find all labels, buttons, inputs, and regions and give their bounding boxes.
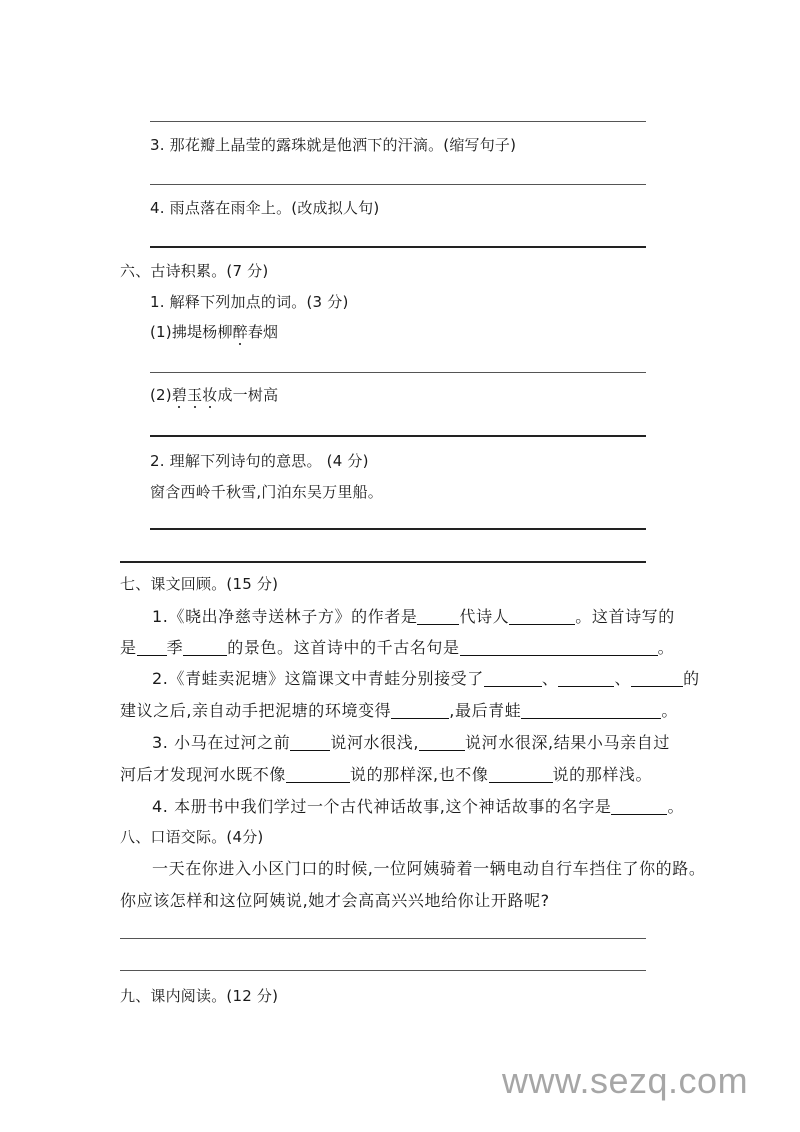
item-text: 春烟 [247, 323, 279, 341]
text: 说的那样浅。 [552, 765, 653, 784]
dotted-word: 碧 [171, 386, 188, 404]
text: 季 [166, 638, 184, 657]
question-5-4: 4. 雨点落在雨伞上。(改成拟人句) [150, 199, 380, 217]
text: 。 [661, 701, 678, 720]
section-8-heading: 八、口语交际。(4分) [120, 828, 264, 846]
watermark: www.sezq.com [502, 1060, 749, 1101]
text: 说河水很深,结果小马亲自过 [465, 733, 670, 752]
dotted-word: 玉 [187, 386, 203, 404]
question-6-1-item-1 [150, 322, 278, 342]
section-8-paragraph-2: 你应该怎样和这位阿姨说,她才会高高兴兴地给你让开路呢? [120, 891, 550, 910]
text: 代诗人 [459, 607, 510, 626]
answer-line[interactable] [120, 938, 646, 939]
answer-line[interactable] [150, 121, 646, 122]
answer-line[interactable] [150, 184, 646, 185]
question-7-2-line-a [152, 668, 700, 690]
text: 、 [614, 669, 632, 688]
dotted-word: 妆 [202, 386, 218, 404]
question-6-1-item-2 [150, 385, 278, 405]
fill-blank[interactable] [611, 796, 667, 815]
fill-blank[interactable] [137, 637, 167, 656]
section-8-paragraph-1: 一天在你进入小区门口的时候,一位阿姨骑着一辆电动自行车挡住了你的路。 [152, 859, 706, 878]
fill-blank[interactable] [417, 606, 459, 625]
fill-blank[interactable] [290, 732, 330, 751]
question-7-1-line-a [152, 606, 675, 628]
text: 。 [667, 797, 685, 816]
text: 说的那样深,也不像 [350, 765, 489, 784]
text: 。 [657, 638, 675, 657]
question-6-1-prompt: 1. 解释下列加点的词。(3 分) [150, 293, 349, 311]
text: 1.《晓出净慈寺送林子方》的作者是 [152, 607, 418, 626]
fill-blank[interactable] [286, 764, 350, 783]
item-text: (1)拂堤杨柳 [150, 323, 233, 341]
question-7-3-line-b [120, 764, 652, 786]
fill-blank[interactable] [391, 700, 449, 719]
question-7-4 [152, 796, 684, 818]
answer-line[interactable] [120, 970, 646, 971]
fill-blank[interactable] [631, 668, 683, 687]
fill-blank[interactable] [460, 637, 658, 656]
fill-blank[interactable] [489, 764, 553, 783]
answer-line[interactable] [150, 435, 646, 437]
text: 说河水很浅, [330, 733, 420, 752]
question-7-3-line-a [152, 732, 670, 754]
text: 4. 本册书中我们学过一个古代神话故事,这个神话故事的名字是 [152, 797, 612, 816]
answer-line[interactable] [120, 561, 646, 563]
fill-blank[interactable] [521, 700, 661, 719]
text: 、 [541, 669, 559, 688]
text: 河后才发现河水既不像 [120, 765, 287, 784]
text: 是 [120, 638, 137, 657]
text: 建议之后,亲自动手把泥塘的环境变得 [120, 701, 392, 720]
text: 。这首诗写的 [575, 607, 675, 626]
fill-blank[interactable] [558, 668, 614, 687]
text: 2.《青蛙卖泥塘》这篇课文中青蛙分别接受了 [152, 669, 484, 688]
question-6-2-verse: 窗含西岭千秋雪,门泊东吴万里船。 [150, 483, 383, 501]
question-5-3: 3. 那花瓣上晶莹的露珠就是他洒下的汗滴。(缩写句子) [150, 136, 517, 154]
fill-blank[interactable] [509, 606, 575, 625]
dotted-word: 醉 [232, 323, 248, 341]
answer-line[interactable] [150, 372, 646, 373]
section-6-heading: 六、古诗积累。(7 分) [120, 262, 269, 280]
item-text: (2) [150, 386, 172, 404]
section-7-heading: 七、课文回顾。(15 分) [120, 575, 279, 593]
answer-line[interactable] [150, 528, 646, 530]
text: ,最后青蛙 [449, 701, 522, 720]
section-9-heading: 九、课内阅读。(12 分) [120, 987, 279, 1005]
text: 3. 小马在过河之前 [152, 733, 291, 752]
text: 的景色。这首诗中的千古名句是 [227, 638, 460, 657]
question-6-2-prompt: 2. 理解下列诗句的意思。 (4 分) [150, 452, 369, 470]
question-7-2-line-b [120, 700, 678, 722]
fill-blank[interactable] [419, 732, 465, 751]
fill-blank[interactable] [183, 637, 227, 656]
text: 的 [683, 669, 700, 688]
question-7-1-line-b [120, 637, 674, 659]
answer-line[interactable] [150, 246, 646, 248]
fill-blank[interactable] [484, 668, 542, 687]
item-text: 成一树高 [217, 386, 279, 404]
